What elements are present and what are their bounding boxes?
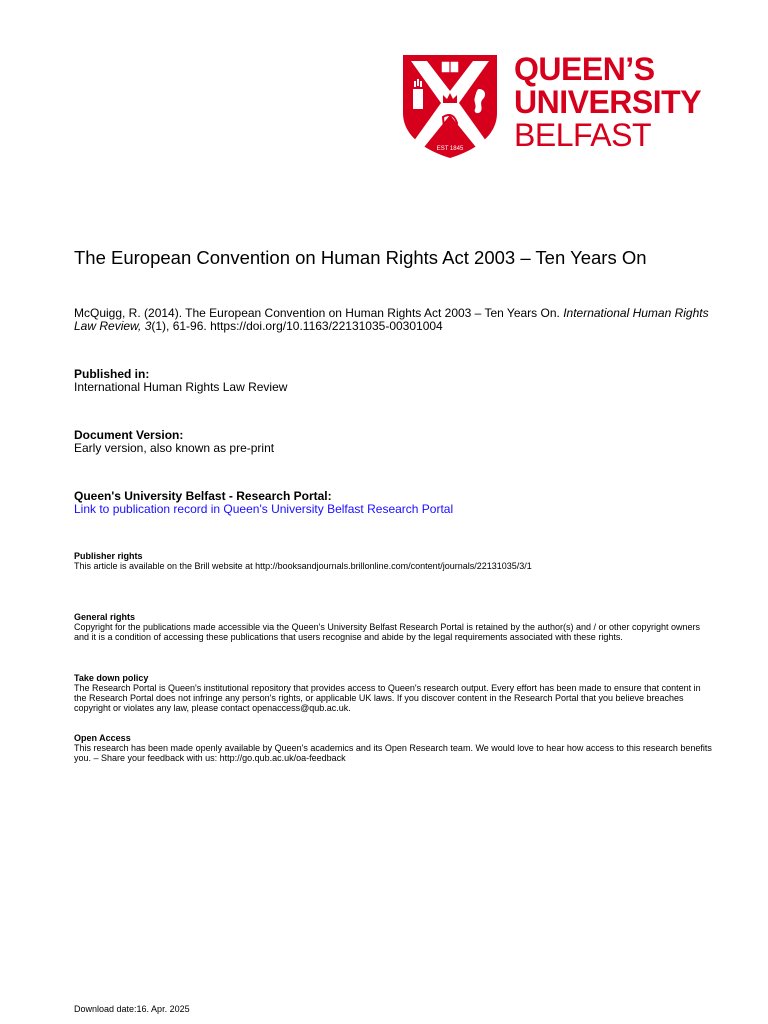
university-wordmark [514,53,701,152]
published-in-label: Published in: [74,367,150,381]
document-version-value: Early version, also known as pre-print [74,441,275,455]
take-down-section [74,673,714,713]
wordmark-line-3: BELFAST [514,117,651,153]
wordmark-line-2: UNIVERSITY [514,84,702,120]
publication-record-link[interactable]: Link to publication record in Queen's University Belfast Research Portal [74,502,454,516]
university-logo [401,53,713,161]
published-in-value: International Human Rights Law Review [74,380,288,394]
published-in-section [74,368,287,394]
general-rights-text: Copyright for the publications made accessible via the Queen's University Belfast Research Portal is retained by the author(s) and / or other copyright owners and it is a condition of accessing these publications that users recognise and abide by the legal requirements associated with these rights. [74,622,701,642]
open-access-section [74,733,714,763]
document-version-label: Document Version: [74,428,184,442]
research-portal-label: Queen's University Belfast - Research Portal: [74,489,332,503]
open-access-label: Open Access [74,733,131,743]
take-down-text: The Research Portal is Queen's institutional repository that provides access to Queen's research output. Every effort has been made to ensure that content in the Research Portal does not infringe any person's rights, or applicable UK laws. If you discover content in the Research Portal that you believe breaches copyright or violates any law, please contact openaccess@qub.ac.uk. [74,683,701,713]
document-version-section [74,429,274,455]
download-date: Download date:16. Apr. 2025 [74,1004,190,1014]
crest-est-text: EST 1845 [436,146,464,152]
citation-journal: International Human Rights Law Review, 3 [74,306,709,333]
research-portal-section [74,490,453,516]
publisher-rights-label: Publisher rights [74,551,143,561]
university-crest-icon [401,53,499,159]
wordmark-line-1: QUEEN’S [514,51,655,87]
publisher-rights-section [74,551,714,571]
publication-title: The European Convention on Human Rights Act 2003 – Ten Years On [74,247,647,268]
open-access-text: This research has been made openly available by Queen's academics and its Open Research team. We would love to hear how access to this research benefits you. – Share your feedback with us: http://go.qub.ac.uk/oa-feedback [74,743,712,763]
general-rights-section [74,612,714,642]
citation [74,307,714,333]
publisher-rights-text: This article is available on the Brill website at http://booksandjournals.brillonline.com/content/journals/22131035/3/1 [74,561,532,571]
take-down-label: Take down policy [74,673,149,683]
citation-suffix: (1), 61-96. https://doi.org/10.1163/22131035-00301004 [151,319,443,333]
general-rights-label: General rights [74,612,136,622]
citation-prefix: McQuigg, R. (2014). The European Convention on Human Rights Act 2003 – Ten Years On. [74,306,564,320]
